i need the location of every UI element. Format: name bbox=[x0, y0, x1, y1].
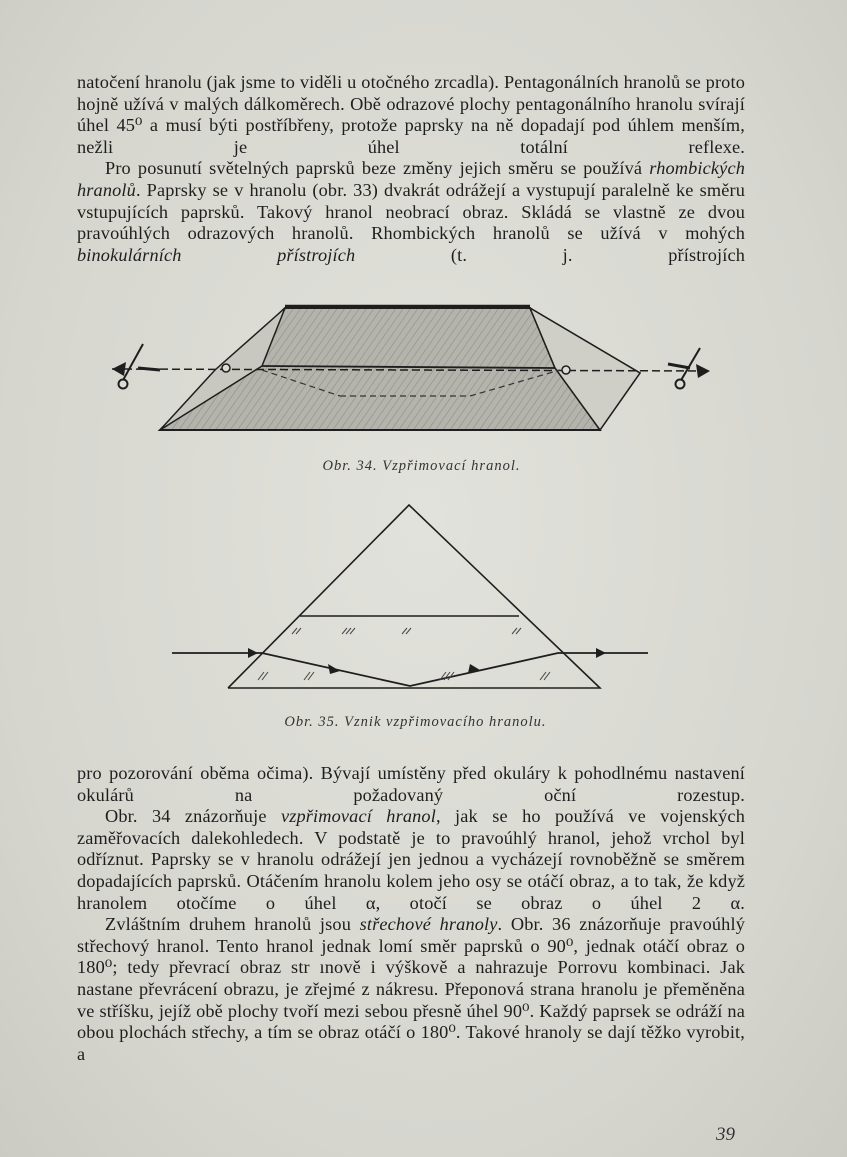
figure-34-caption: Obr. 34. Vzpřimovací hranol. bbox=[322, 458, 521, 474]
object-arrow-right bbox=[668, 348, 700, 389]
top-text-block bbox=[77, 72, 745, 266]
paragraph-4-part-b: , jak se ho používá ve vojenských zaměřovacích dalekohledech. V podstatě je to pravoúhlý hranol, jehož vrchol byl odříznut. Paprsky se v hranolu odrážejí jen jednou a vycházejí rovnoběžně se směrem dopadajících paprsků. Otáčením hranolu kolem jeho osy se otáčí obraz, a to tak, že když hranolem otočíme o úhel α, otočí se obraz o úhel 2 α. bbox=[77, 806, 745, 913]
paragraph-1: natočení hranolu (jak jsme to viděli u otočného zrcadla). Pentagonálních hranolů se proto hojně užívá v malých dálkoměrech. Obě odrazové plochy pentagonálního hranolu svírají úhel 45⁰ a musí býti postříbřeny, protože paprsky na ně dopadají pod úhlem menším, nežli je úhel totální reflexe. bbox=[77, 72, 745, 157]
bottom-text-block bbox=[77, 763, 745, 1065]
arrow-left bbox=[112, 362, 126, 376]
paragraph-5-part-b: . Obr. 36 znázorňuje pravoúhlý střechový hranol. Tento hranol jednak lomí směr paprsků o 90⁰, jednak otáčí obraz o 180⁰; tedy převrací obraz str ınově i výškově a nahrazuje Porrovu kombinaci. Jak nastane převrácení obrazu, je zřejmé z nákresu. Přeponová strana hranolu je přeměněna ve stříšku, jejíž obě plochy tvoří mezi sebou přesně úhel 90⁰. Každý paprsek se odráží na obou plochách střechy, a tím se obraz otáčí o 180⁰. Takové hranoly se dají těžko vyrobit, a bbox=[77, 914, 745, 1064]
paragraph-4-emphasis: vzpřimovací hranol bbox=[280, 806, 436, 827]
paragraph-4-part-a: Obr. 34 znázorňuje bbox=[105, 806, 281, 827]
paragraph-5-emphasis: střechové hranoly bbox=[359, 914, 498, 935]
ray-path bbox=[172, 653, 648, 686]
figure-35-caption: Obr. 35. Vznik vzpřimovacího hranolu. bbox=[284, 714, 547, 730]
hatch-marks bbox=[258, 628, 550, 680]
paragraph-2 bbox=[77, 158, 745, 266]
paragraph-2-emphasis-1: rhombických hranolů bbox=[77, 158, 745, 200]
paragraph-2-emphasis-2: binokulárních přístrojích bbox=[77, 244, 356, 265]
triangle-outline bbox=[228, 505, 600, 688]
arrow-right bbox=[696, 364, 710, 378]
paragraph-3: pro pozorování oběma očima). Bývají umístěny před okuláry k pohodlnému nastavení okulárů na požadovaný oční rozestup. bbox=[77, 763, 745, 805]
paragraph-4 bbox=[77, 806, 745, 914]
paragraph-5 bbox=[77, 914, 745, 1065]
paragraph-2-part-b: . Paprsky se v hranolu (obr. 33) dvakrát odrážejí a vystupují paralelně ke směru vstupujících paprsků. Takový hranol neobrací obraz. Skládá se vlastně ze dvou pravoúhlých odrazových hranolů. Rhombických hranolů se užívá v mohých bbox=[77, 179, 745, 244]
paragraph-2-part-a: Pro posunutí světelných paprsků beze změny jejich směru se používá bbox=[105, 158, 650, 179]
paragraph-2-part-c: (t. j. přístrojích bbox=[355, 244, 745, 265]
page-number: 39 bbox=[716, 1124, 735, 1145]
figure-34-diagram bbox=[0, 298, 847, 448]
figure-35-diagram bbox=[0, 500, 847, 700]
paragraph-5-part-a: Zvláštním druhem hranolů jsou bbox=[105, 914, 360, 935]
